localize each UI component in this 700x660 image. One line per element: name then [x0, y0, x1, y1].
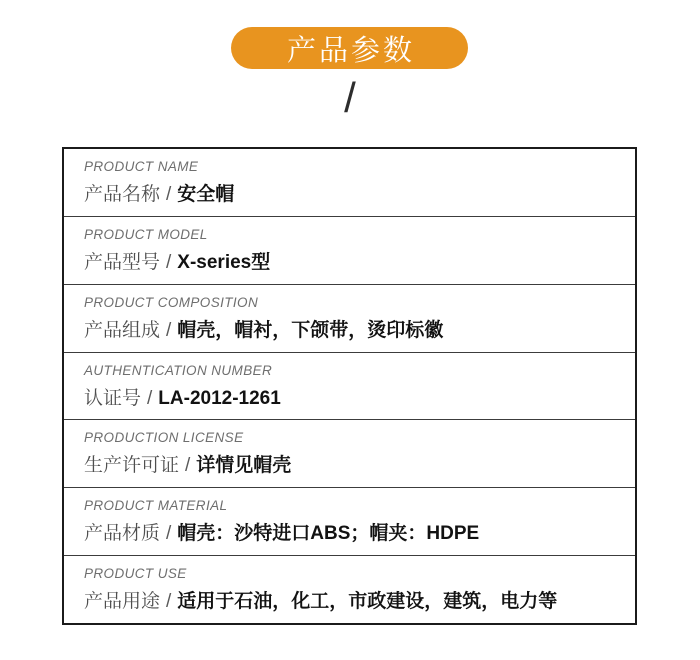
row-zh-line: [84, 383, 623, 410]
row-zh-line: [84, 247, 623, 274]
row-separator: /: [166, 591, 172, 613]
table-row: [64, 216, 635, 284]
row-separator: /: [166, 183, 172, 205]
row-zh-line: [84, 179, 623, 206]
row-zh-line: [84, 450, 623, 477]
section-title: 产品参数: [286, 34, 415, 67]
row-zh-line: [84, 586, 623, 613]
row-value: X-series型: [177, 251, 271, 273]
row-value: 帽壳，帽衬，下颌带，烫印标徽: [177, 319, 444, 341]
row-label-zh: 产品用途: [84, 591, 161, 613]
table-row: [64, 352, 635, 420]
row-label-en: PRODUCT USE: [84, 566, 187, 582]
row-separator: /: [166, 523, 172, 545]
row-label-zh: 产品材质: [84, 523, 161, 545]
row-label-en: PRODUCTION LICENSE: [84, 430, 244, 446]
row-value: 适用于石油，化工，市政建设，建筑，电力等: [177, 591, 558, 613]
row-label-en: PRODUCT MODEL: [84, 226, 208, 242]
row-zh-line: [84, 518, 623, 545]
row-label-zh: 产品名称: [84, 183, 161, 205]
row-value: 详情见帽壳: [196, 455, 292, 477]
table-row: [64, 555, 635, 623]
row-value: 安全帽: [177, 183, 235, 205]
row-label-en: PRODUCT NAME: [84, 158, 199, 174]
row-label-zh: 产品型号: [84, 251, 161, 273]
table-row: [64, 419, 635, 487]
row-label-zh: 产品组成: [84, 319, 161, 341]
row-label-zh: 认证号: [84, 387, 142, 409]
row-label-zh: 生产许可证: [84, 455, 180, 477]
row-label-en: PRODUCT COMPOSITION: [84, 294, 259, 310]
row-separator: /: [185, 455, 191, 477]
table-row: [64, 284, 635, 352]
row-value: LA-2012-1261: [158, 387, 281, 409]
table-row: [64, 149, 635, 216]
row-separator: /: [147, 387, 153, 409]
row-value: 帽壳：沙特进口ABS；帽夹：HDPE: [177, 523, 480, 545]
row-separator: /: [166, 319, 172, 341]
row-separator: /: [166, 251, 172, 273]
decorative-slash: /: [344, 74, 356, 121]
row-label-en: PRODUCT MATERIAL: [84, 498, 228, 514]
spec-table: [62, 147, 637, 625]
row-zh-line: [84, 315, 623, 342]
table-row: [64, 487, 635, 555]
section-title-banner: [231, 27, 468, 69]
row-label-en: AUTHENTICATION NUMBER: [84, 362, 273, 378]
